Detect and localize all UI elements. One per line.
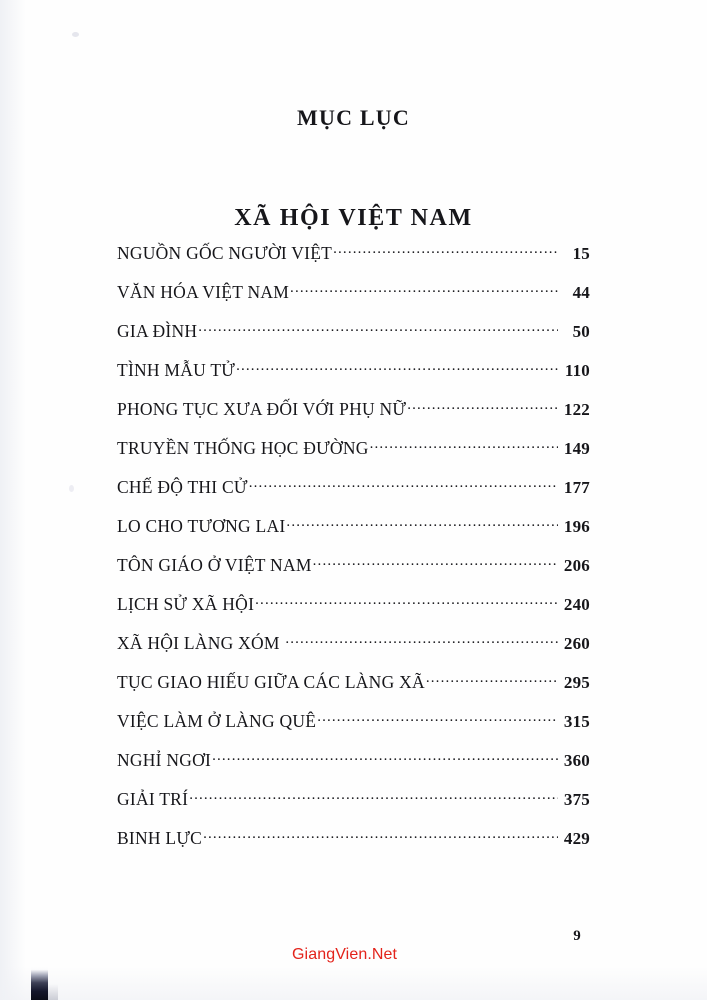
toc-entry[interactable] bbox=[117, 319, 590, 358]
toc-entry-page-number: 206 bbox=[563, 555, 590, 575]
toc-dot-leader bbox=[370, 436, 558, 454]
toc-entry-label: NGHỈ NGƠI bbox=[117, 749, 212, 770]
folio-page-number: 9 bbox=[573, 928, 581, 944]
toc-entry-label: NGUỒN GỐC NGƯỜI VIỆT bbox=[117, 242, 333, 263]
toc-dot-leader bbox=[317, 709, 558, 727]
toc-entry[interactable] bbox=[117, 787, 590, 826]
toc-dot-leader bbox=[313, 553, 558, 571]
toc-dot-leader bbox=[285, 631, 558, 649]
toc-dot-leader bbox=[236, 358, 558, 376]
toc-entry-page-number: 122 bbox=[563, 399, 590, 419]
scan-binding-artifact bbox=[31, 967, 48, 1000]
toc-entry[interactable] bbox=[117, 280, 590, 319]
toc-entry-page-number: 110 bbox=[564, 360, 590, 380]
toc-entry[interactable] bbox=[117, 241, 590, 280]
toc-entry-page-number: 44 bbox=[572, 282, 590, 302]
toc-entry-page-number: 295 bbox=[563, 672, 590, 692]
toc-entry-label: LỊCH SỬ XÃ HỘI bbox=[117, 593, 255, 614]
toc-dot-leader bbox=[249, 475, 558, 493]
toc-entry-page-number: 15 bbox=[572, 243, 590, 263]
toc-entry-label: TÔN GIÁO Ở VIỆT NAM bbox=[117, 554, 312, 575]
table-of-contents bbox=[117, 241, 590, 865]
toc-entry-page-number: 375 bbox=[563, 789, 590, 809]
toc-entry[interactable] bbox=[117, 475, 590, 514]
scan-speck-top bbox=[72, 32, 79, 37]
toc-dot-leader bbox=[212, 748, 558, 766]
toc-entry[interactable] bbox=[117, 397, 590, 436]
toc-entry-page-number: 315 bbox=[563, 711, 590, 731]
toc-entry-page-number: 149 bbox=[563, 438, 590, 458]
toc-dot-leader bbox=[203, 826, 558, 844]
toc-entry-page-number: 177 bbox=[563, 477, 590, 497]
toc-entry-page-number: 196 bbox=[563, 516, 590, 536]
toc-entry-page-number: 50 bbox=[572, 321, 590, 341]
toc-entry-page-number: 429 bbox=[563, 828, 590, 848]
toc-entry[interactable] bbox=[117, 436, 590, 475]
toc-dot-leader bbox=[333, 241, 558, 259]
toc-entry[interactable] bbox=[117, 592, 590, 631]
toc-entry-label: GIẢI TRÍ bbox=[117, 788, 189, 809]
scan-binding-artifact-secondary bbox=[48, 984, 58, 1000]
watermark: GiangVien.Net bbox=[292, 946, 398, 963]
toc-entry-label: LO CHO TƯƠNG LAI bbox=[117, 515, 286, 536]
toc-dot-leader bbox=[426, 670, 558, 688]
toc-dot-leader bbox=[407, 397, 558, 415]
toc-entry[interactable] bbox=[117, 826, 590, 865]
toc-entry[interactable] bbox=[117, 631, 590, 670]
toc-entry-page-number: 260 bbox=[563, 633, 590, 653]
toc-entry[interactable] bbox=[117, 553, 590, 592]
toc-entry[interactable] bbox=[117, 748, 590, 787]
toc-entry-label: XÃ HỘI LÀNG XÓM bbox=[117, 632, 285, 653]
toc-dot-leader bbox=[189, 787, 558, 805]
toc-dot-leader bbox=[255, 592, 558, 610]
toc-entry-label: VĂN HÓA VIỆT NAM bbox=[117, 281, 290, 302]
toc-entry-label: BINH LỰC bbox=[117, 827, 203, 848]
toc-entry-label: TRUYỀN THỐNG HỌC ĐƯỜNG bbox=[117, 437, 369, 458]
page-title: MỤC LỤC bbox=[297, 104, 410, 130]
scan-speck-middle bbox=[69, 485, 74, 492]
toc-entry-label: PHONG TỤC XƯA ĐỐI VỚI PHỤ NỮ bbox=[117, 398, 407, 419]
toc-entry-label: VIỆC LÀM Ở LÀNG QUÊ bbox=[117, 710, 317, 731]
toc-entry-label: CHẾ ĐỘ THI CỬ bbox=[117, 476, 248, 497]
toc-dot-leader bbox=[198, 319, 558, 337]
toc-entry[interactable] bbox=[117, 358, 590, 397]
scan-edge-shading-bottom bbox=[0, 966, 707, 1000]
toc-entry-label: TÌNH MẪU TỬ bbox=[117, 359, 236, 380]
scan-edge-shading-left bbox=[0, 0, 26, 1000]
toc-entry[interactable] bbox=[117, 709, 590, 748]
toc-entry[interactable] bbox=[117, 670, 590, 709]
toc-dot-leader bbox=[286, 514, 558, 532]
toc-entry-page-number: 240 bbox=[563, 594, 590, 614]
section-title: XÃ HỘI VIỆT NAM bbox=[234, 204, 473, 231]
toc-entry[interactable] bbox=[117, 514, 590, 553]
toc-entry-label: TỤC GIAO HIẾU GIỮA CÁC LÀNG XÃ bbox=[117, 671, 425, 692]
toc-entry-page-number: 360 bbox=[563, 750, 590, 770]
toc-entry-label: GIA ĐÌNH bbox=[117, 320, 198, 341]
toc-dot-leader bbox=[290, 280, 558, 298]
